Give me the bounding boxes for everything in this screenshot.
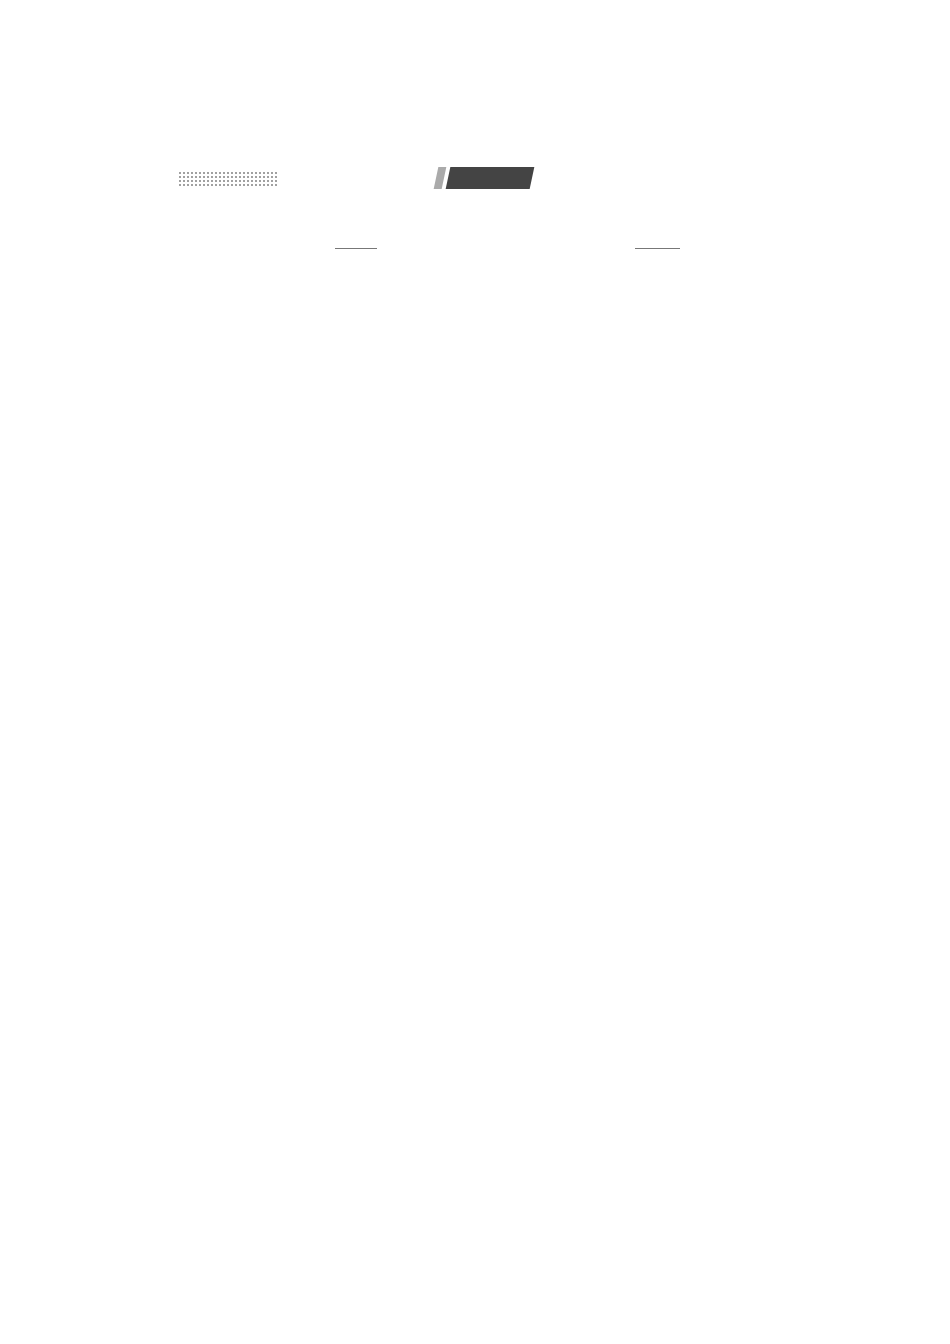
rule-right <box>635 248 680 249</box>
rule-left <box>335 248 377 249</box>
banner-slash <box>434 167 447 189</box>
dotted-decoration <box>178 171 278 187</box>
banner-badge <box>446 167 535 189</box>
section-banner <box>178 163 778 193</box>
no-header <box>335 232 680 262</box>
